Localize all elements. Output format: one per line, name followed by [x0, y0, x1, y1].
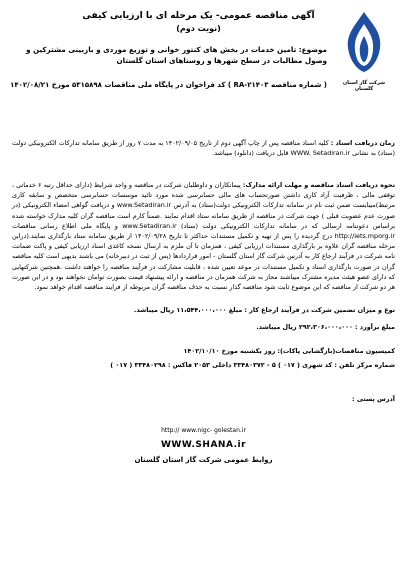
- opening-label: کمیسیون مناقصات(بازگشایی پاکات):: [277, 347, 395, 355]
- website-nigc-link[interactable]: http:// www.nigc- golestan.ir: [161, 427, 246, 434]
- estimate-line: [12, 322, 395, 332]
- logo-caption: شرکت گاز استان گلستان: [342, 80, 386, 92]
- opening-date: روز یکشنبه مورخ ۱۴۰۲/۱۰/۱۰: [183, 347, 276, 355]
- phone-text: شماره مرکز تلفن : کد شهری ( ۰۱۷ ) ۵ - ۳۳۴۸۰۳۷۲ داخلی ۲۰۵۳ فاکس : ۳۳۴۸۰۲۹۸ ( ۰۱۷ ): [110, 361, 395, 369]
- tender-number-line: ( شماره مناقصه RA-۲۱۴۰۳ ) کد فراخوان در پایگاه ملی مناقصات ۵۳۱۵۸۹۸ مورخ ۱۴۰۲/۰۸/۲۱: [10, 81, 327, 89]
- guarantee-label: نوع و میزان تضمین شرکت در فرآیند ارجاع کار :: [244, 306, 395, 314]
- section2-text: پیمانکاران و داوطلبان شرکت در مناقصه و واجد شرایط (دارای حداقل رتبه ۶ خدماتی ، توقفی مالی ، ظرفیت آزاد کاری داشتن صورتحساب های مالی حسابرسی شده مورد تائید موسسات حسابرسی متخصص و سابقه کاری مرتبط)میبایست ضمن ثبت نام در سامانه تدارکات الکترونیکی دولت(ستاد) به آدرس www.Setadiran.ir و دریافت گواهی امضاء الکترونیکی (در صورت عدم عضویت قبلی ) جهت شرکت در مناقصه از طریق سامانه ستاد اقدام نمایند .ضمناً کارم است مناقصه گران کلیه مدارک خواسته شده براساس دعوتنامه ارسالی که در سامانه تدارکات الکترونیکی دولت (ستاد) www.Setadiran.ir و پایگاه ملی اطلاع رسانی مناقصات http://iets.mporg.ir درج گردیده را پس از تهیه و تکمیل مستندات حداکثر تا تاریخ ۱۴۰۲/۰۹/۲۸ از طریق سامانه ستاد بارگذاری نمایند.(دراین مرحله مناقصه گران علاوه بر بارگذاری مستندات ارزیابی کیفی ، همزمان تا آن ملزم به ارسال نسخه کاغذی اسناد ارزیابی کیفی و پاکت ضمانت نامه شرکت در فرآیند ارجاع کار به آدرس شرکت گاز استان گلستان - امور قراردادها (پس از ثبت در دبیرخانه) می باشند بدیهی است کلیه مناقصه گران در صورت بارگذاری اسناد و تکمیل مستندات در موعد تعیین شده ، قابلیت مشارکت در فرآیند مناقصه را خواهند داشت .همچنین شرکتهایی که دارای عضو هیئت مدیره مشترک میباشند مجاز به شرکت همزمان در مناقصه و ارائه پیشنهاد قیمت بصورت توامان نخواهند بود و در این صورت هر دو شرکت از مناقصه که این موضوع ثابت شود مناقصه گذار نسبت به حذف مناقصه گران مربوطه از فرایند مناقصه اقدام خواهد نمود.: [12, 181, 396, 292]
- page-title: آگهی مناقصه عمومی- یک مرحله ای با ارزیابی کیفی: [82, 11, 315, 21]
- section2-heading: نحوه دریافت اسناد مناقصه و مهلت ارائه مدارک:: [242, 181, 395, 189]
- footer-org: روابط عمومی شرکت گاز استان گلستان: [134, 456, 273, 464]
- opening-line: [12, 346, 395, 356]
- website-shana-link[interactable]: WWW.SHANA.ir: [160, 440, 247, 450]
- guarantee-line: [12, 305, 395, 315]
- estimate-amount: ۲۹۲،۳۰۶،۰۰۰،۰۰۰ ریال میباشد.: [256, 323, 353, 331]
- document-receipt-section: [12, 138, 395, 158]
- call-number: (نوبت دوم): [176, 24, 221, 33]
- estimate-label: مبلغ برآورد :: [354, 323, 395, 331]
- subject-line: [10, 44, 327, 66]
- subject-text: تامین خدمات در بخش های کنتور خوانی و توزیع موردی و بازبینی مشترکین و وصول مطالبات در سطح شهرها و روستاهای استان گلستان: [26, 45, 327, 65]
- flame-logo-icon: [342, 10, 386, 76]
- section1-text: کلیه اسناد مناقصه پس از چاپ آگهی دوم از تاریخ ۱۴۰۲/۰۹/۰۵ به مدت ۷ روز از طریق سامانه تدارکات الکترونیکی دولت (ستاد) به نشانی WWW. Setadiran.ir قابل دریافت (دانلود) میباشد.: [12, 139, 395, 158]
- section1-heading: زمان دریافت اسناد :: [330, 139, 395, 147]
- nigc-logo: [335, 10, 393, 94]
- title-block: [70, 10, 327, 35]
- submission-section: [12, 180, 395, 292]
- postal-address-label: آدرس پستی :: [352, 395, 395, 403]
- notice-header: [10, 6, 397, 126]
- subject-label: موضوع:: [298, 45, 327, 54]
- guarantee-amount: مبلغ ۱۱،۵۴۴،۰۰۰،۰۰۰ ریال میباشد.: [133, 306, 243, 314]
- phone-line: [12, 360, 395, 370]
